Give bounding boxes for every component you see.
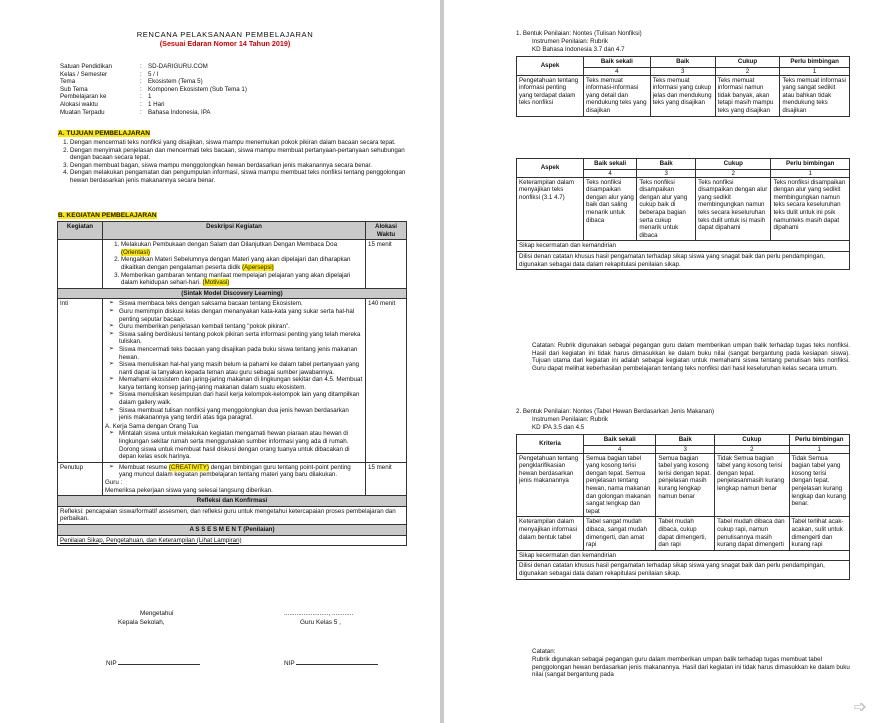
stage-tag: (Apersepsi) bbox=[242, 263, 274, 271]
identity-value: 1 bbox=[148, 93, 152, 101]
goal-item: 1. Dengan mencermati teks nonfiksi yang disajikan, siswa mampu menemukan pokok pikiran dalam bacaan secara tepat. bbox=[70, 139, 418, 147]
nip-kepsek: NIP bbox=[106, 660, 200, 667]
t3-b-header: Baik bbox=[656, 435, 715, 446]
identity-value: 1 Hari bbox=[148, 100, 165, 108]
t3-cell: Tidak Semua bagian tabel yang kosong terisi dengan tepat. penjelasan kurang lengkap dan kurang benar. bbox=[789, 453, 849, 517]
t1-aspek: Pengetahuan tentang informasi penting yang terdapat dalam teks nonfiksi bbox=[517, 75, 584, 116]
identity-key: Alokasi waktu bbox=[60, 100, 98, 108]
guru-text: Memeriksa pekerjaan siswa yang selesai langsung diberikan. bbox=[105, 486, 273, 494]
t2-pb-header: Perlu bimbingan bbox=[771, 159, 850, 170]
t2-cell: Teks nonfiksi disampaikan dengan alur yang baik dan saling menarik untuk dibaca bbox=[584, 177, 637, 241]
identity-key: Pembelajaran ke bbox=[60, 93, 107, 101]
identity-colon: : bbox=[140, 108, 142, 116]
asesmen-text: Penilaian Sikap, Pengetahuan, dan Keterampilan (Lihat Lampiran) bbox=[58, 535, 407, 546]
identity-value: 5 / I bbox=[148, 70, 159, 78]
t3-cell: Tabel sangat mudah dibaca, sangat mudah dimengerti, dan amat rapi bbox=[584, 517, 656, 550]
identity-key: Satuan Pendidikan bbox=[60, 63, 112, 70]
identity-colon: : bbox=[140, 70, 142, 78]
identity-row bbox=[60, 101, 400, 109]
t2-c-header: Cukup bbox=[696, 159, 771, 170]
refleksi-heading: Refleksi dan Konfirmasi bbox=[58, 496, 407, 507]
t3-score: 4 bbox=[584, 445, 656, 453]
t3-sikap-text: Dilisi denan catatan khusus hasil pengamatan terhadap sikap siswa yang snagat baik dan perlu pendampingan, digunakan sebagai data dalam rekapitulasi penilaian sikap. bbox=[517, 561, 850, 579]
b1-kd: KD Bahasa Indonesia 3.7 dan 4.7 bbox=[532, 46, 625, 53]
sign-kepsek: Kepala Sekolah, bbox=[118, 619, 165, 626]
stage-tag: (Orientasi) bbox=[121, 248, 150, 256]
t1-cell: Teks memuat informasi namun tidak banyak, akan tetapi masih mampu teks yang disajikan bbox=[715, 75, 780, 116]
t3-aspek: Keterampilan dalam menyajikan informasi dalam bentuk tabel bbox=[517, 517, 584, 550]
sintak-row: (Sintak Model Discovery Learning) bbox=[58, 288, 407, 299]
catatan-2: Rubrik digunakan sebagai pegangan guru dalam memberikan umpan balik terhadap tugas membuat tabel penggolongan hewan berdasarkan jenis makanannya. Hasil dari kegiatan ini tidak harus dimasukkan ke dalam buku nilai (sangat bergantung pada bbox=[532, 656, 850, 679]
goal-item: 2. Dengan menyimak penjelasan dan mencermati teks bacaan, siswa mampu membuat pertanyaan-pertanyaan sehubungan dengan bacaan secara tepat. bbox=[70, 147, 418, 162]
t1-pb-header: Perlu bimbingan bbox=[780, 57, 850, 68]
col-alokasi: Alokasi Waktu bbox=[366, 222, 407, 240]
t2-cell: Teks nonfiksi disampaikan dengan alur yang cukup baik di beberapa bagian serta cukup menarik untuk dibaca bbox=[637, 177, 696, 241]
t3-cell: Tabel mudah dibaca, cukup dapat dimengerti, dan rapi bbox=[656, 517, 715, 550]
identity-key: Kelas / Semester bbox=[60, 70, 108, 78]
document-page-left bbox=[0, 0, 440, 723]
inti-item: ➢ Guru memimpin diskusi kelas dengan menanyakan kata-kata yang sukar serta hal-hal penting seputar bacaan. bbox=[119, 308, 363, 323]
stage-tag: (Motivasi) bbox=[202, 279, 230, 287]
t2-aspek-header: Aspek bbox=[517, 159, 584, 178]
next-page-arrow-icon[interactable]: ➩ bbox=[853, 699, 867, 716]
t2-sikap-head: Sikap kecermatan dan kemandirian bbox=[517, 241, 850, 252]
b1-title: 1. Bentuk Penilaian: Nontes (Tulisan Nonfiksi) bbox=[516, 30, 642, 37]
inti-item: ➢ Memahami ekosistem dan jaring-jaring makanan di lingkungan sekitar dan 4.5. Membuat karya tentang konsep jaring-jaring makanan dalam suatu ekosistem. bbox=[119, 376, 363, 391]
t3-cell: Tabel mudah dibaca dan cukup rapi, namun penulisannya masih kurang dapat dimengerti bbox=[715, 517, 789, 550]
document-subtitle: (Sesuai Edaran Nomor 14 Tahun 2019) bbox=[159, 39, 291, 48]
sign-place-date: ........................., ............ bbox=[284, 610, 354, 617]
identity-value: SD-DARIGURU.COM bbox=[148, 63, 208, 70]
t2-aspek: Keterampilan dalam menyajikan teks nonfiksi (3.1 4.7) bbox=[517, 177, 584, 241]
penutup-cell: ➢ Membuat resume (CREATIVITY) dengan bimbingan guru tentang point-point penting yang muncul dalam kegiatan pembelajaran tentang materi yang baru dilakukan. Guru : Memeriksa pekerjaan siswa yang selesai langsung diberikan. bbox=[103, 462, 366, 495]
t1-cell: Teks memuat informasi yang sangat sedikit atau bahkan tidak mendukung teks disajikan bbox=[780, 75, 850, 116]
identity-colon: : bbox=[140, 93, 142, 101]
inti-label: Inti bbox=[58, 299, 103, 462]
sign-guru: Guru Kelas 5 , bbox=[300, 619, 341, 626]
inti-item: ➢ Siswa mencermati teks bacaan yang disajikan pada buku siswa tentang jenis makanan hewan. bbox=[119, 346, 363, 361]
t1-cell: Teks memuat informasi-informasi yang detail dan mendukung teks yang disajikan bbox=[584, 75, 651, 116]
penutup-time: 15 menit bbox=[366, 462, 407, 495]
rubric-table-2 bbox=[516, 158, 850, 270]
catatan-2-heading: Catatan: bbox=[532, 648, 556, 655]
identity-colon: : bbox=[140, 85, 142, 93]
identity-value: Ekosistem (Tema 5) bbox=[148, 78, 203, 86]
identity-key: Tema bbox=[60, 78, 76, 86]
guru-label: Guru : bbox=[105, 479, 123, 486]
section-a-heading: A. TUJUAN PEMBELAJARAN bbox=[58, 130, 150, 137]
t3-cell: Semua bagian tabel yang kosong terisi dengan tepat. Semua penjelasan tentang hewan, nama makanan dan golongan makanan sangat lengkap dan tepat bbox=[584, 453, 656, 517]
identity-row bbox=[60, 109, 400, 117]
inti-cell bbox=[103, 299, 366, 462]
t1-aspek-header: Aspek bbox=[517, 57, 584, 76]
goal-item: 4. Dengan melakukan pengamatan dan pengumpulan informasi, siswa mampu membuat teks nonfiksi tentang penggolongan hewan berdasarkan jenis makanannya secara benar. bbox=[70, 169, 418, 184]
refleksi-text: Refleksi: pencapaian siswa/formatif assesmen, dan refleksi guru untuk mengetahui ketercapaian proses pembelajaran dan perbaikan. bbox=[58, 506, 407, 524]
identity-key: Muatan Terpadu bbox=[60, 108, 105, 116]
t3-kriteria-header: Kriteria bbox=[517, 435, 584, 454]
activity-table bbox=[57, 221, 407, 546]
rubric-table-3 bbox=[516, 434, 850, 580]
t3-cell: Tabel terlihat acak-acakan, sulit untuk dimengerti dan kurang rapi bbox=[789, 517, 849, 550]
t1-score: 3 bbox=[650, 67, 715, 75]
asesmen-heading: A S S E S M E N T (Penilaian) bbox=[58, 524, 407, 535]
goals-list bbox=[58, 139, 418, 185]
goal-item: 3. Dengan membuat bagan, siswa mampu menggolongkan hewan berdasarkan jenis makanannya secara benar. bbox=[70, 162, 418, 170]
b2-instrument: Instrumen Penilaian: Rubrik bbox=[532, 416, 609, 423]
t2-score: 2 bbox=[696, 169, 771, 177]
inti-item: ➢ Siswa menuliskan kesimpulan dari hasil kerja kelompok-kelompok lain yang ditampilkan dalam gallery walk. bbox=[119, 391, 363, 406]
pendahuluan-time: 15 menit bbox=[366, 240, 407, 289]
orang-tua-text: ➢ Mintalah siswa untuk melakukan kegiatan mengamati hewan piaraan atau hewan di lingkungan sekitar rumah serta menggunakan sumber informasi yang ada di rumah. Dorong siswa untuk membuat hasil diskusi dengan orang tuanya untuk dibacakan di depan kelas esok harinya. bbox=[119, 430, 363, 460]
identity-key: Sub Tema bbox=[60, 85, 88, 93]
pendahuluan-cell bbox=[103, 240, 366, 289]
identity-value: Komponen Ekosistem (Sub Tema 1) bbox=[148, 85, 247, 93]
penutup-label: Penutup bbox=[58, 462, 103, 495]
t3-bs-header: Baik sekali bbox=[584, 435, 656, 446]
identity-colon: : bbox=[140, 100, 142, 108]
t2-bs-header: Baik sekali bbox=[584, 159, 637, 170]
t3-pb-header: Perlu bimbingan bbox=[789, 435, 849, 446]
col-kegiatan: Kegiatan bbox=[58, 222, 103, 240]
creativity-tag: (CREATIVITY) bbox=[168, 463, 209, 471]
inti-item: ➢ Siswa membuat tulisan nonfiksi yang menggolongkan dua jenis hewan berdasarkan jenis makanannya yang terdiri atas tiga paragraf. bbox=[119, 407, 363, 422]
t1-c-header: Cukup bbox=[715, 57, 780, 68]
t1-score: 4 bbox=[584, 67, 651, 75]
b1-instrument: Instrumen Penilaian: Rubrik bbox=[532, 38, 609, 45]
identity-row bbox=[60, 78, 400, 86]
pendahuluan-item: 3. Memberikan gambaran tentang manfaat mempelajari pelajaran yang akan dipelajari dalam kehidupan sehari-hari. (Motivasi) bbox=[121, 272, 363, 287]
pendahuluan-item: 1. Melakukan Pembukaan dengan Salam dan Dilanjutkan Dengan Membaca Doa (Orientasi) bbox=[121, 241, 363, 256]
t2-cell: Teks nonfiksi disampaikan dengan alur yang sedikit membingungkan namun teks secara keseluruhan teks dulit untuk ini psik namunteks masih dapat dipahami bbox=[771, 177, 850, 241]
inti-item: ➢ Guru memberikan penjelasan kembali tentang "pokok pikiran". bbox=[119, 323, 363, 331]
inti-item: ➢ Siswa saling berdiskusi tentang pokok pikiran serta informasi penting yang telah mereka tuliskan. bbox=[119, 331, 363, 346]
rubric-table-1 bbox=[516, 56, 850, 117]
orang-tua-heading: A. Kerja Sama dengan Orang Tua bbox=[105, 422, 199, 430]
t3-c-header: Cukup bbox=[715, 435, 789, 446]
section-b-heading: B. KEGIATAN PEMBELAJARAN bbox=[58, 212, 157, 219]
t2-cell: Teks nonfiksi disampaikan dengan alur yang sedikit membingungkan namun teks secara keseluruhan teks dulit untuk isi masih dapat dipahami bbox=[696, 177, 771, 241]
t3-aspek: Pengetahuan tentang pengklarifikasian hewan berdasarkan jenis makanannya bbox=[517, 453, 584, 517]
pendahuluan-item: 2. Mengaitkan Materi Sebelumnya dengan Materi yang akan dipelajari dan diharapkan dikaitkan dengan pengalaman peserta didik (Apersepsi) bbox=[121, 256, 363, 271]
t1-bs-header: Baik sekali bbox=[584, 57, 651, 68]
t1-score: 1 bbox=[780, 67, 850, 75]
catatan-1: Catatan: Rubrik digunakan sebagai pegangan guru dalam memberikan umpan balik terhadap tugas teks nonfiksi. Hasil dari kegiatan ini tidak harus dimasukkan ke dalam buku nilai (sangat bergantung pada kesiapan siswa). Tujuan utama dari kegiatan ini adalah sebagai kegiatan untuk memahami siswa tentang penulisan teks nonfiksi. Guru dapat melihat keberhasilan pembelajaran tentang teks nonfiksi dari hasil keseluruhan kelas secara umum. bbox=[532, 342, 850, 372]
b2-title: 2. Bentuk Penilaian: Nontes (Tabel Hewan Berdasarkan Jenis Makanan) bbox=[516, 408, 715, 415]
t3-score: 1 bbox=[789, 445, 849, 453]
identity-block bbox=[60, 63, 400, 116]
document-title: RENCANA PELAKSANAAN PEMBELAJARAN bbox=[136, 30, 314, 39]
t2-score: 1 bbox=[771, 169, 850, 177]
inti-time: 140 menit bbox=[366, 299, 407, 462]
inti-item: ➢ Siswa membaca teks dengan saksama bacaan tentang Ekosistem. bbox=[119, 300, 363, 308]
t3-score: 3 bbox=[656, 445, 715, 453]
col-deskripsi: Deskripsi Kegiatan bbox=[103, 222, 366, 240]
t2-sikap-text: Dilisi denan catatan khusus hasil pengamatan terhadap sikap siswa yang snagat baik dan perlu pendampingan, digunakan sebagai data dalam rekapitulasi penilaian sikap. bbox=[517, 251, 850, 269]
document-page-right bbox=[444, 0, 881, 723]
identity-row bbox=[60, 93, 400, 101]
t2-score: 3 bbox=[637, 169, 696, 177]
nip-guru: NIP bbox=[284, 660, 378, 667]
identity-value: Bahasa Indonesia, IPA bbox=[148, 108, 211, 116]
sign-mengetahui: Mengetahui bbox=[140, 610, 174, 617]
t3-cell: Tidak Semua bagian tabel yang kosong terisi dengan tepat. penjelasanmasih kurang lengkap namun benar bbox=[715, 453, 789, 517]
b2-kd: KD IPA 3.5 dan 4.5 bbox=[532, 424, 585, 431]
t2-b-header: Baik bbox=[637, 159, 696, 170]
t1-score: 2 bbox=[715, 67, 780, 75]
pendahuluan-label-cell bbox=[58, 240, 103, 289]
t3-sikap-head: Sikap kecermatan dan kemandirian bbox=[517, 550, 850, 561]
inti-item: ➢ Siswa menuliskan hal-hal yang masih belum ia pahami ke dalam tabel pertanyaan yang nanti dapat ia tanyakan kepada teman atau guru sebagai sumber jawabannya. bbox=[119, 361, 363, 376]
t3-score: 2 bbox=[715, 445, 789, 453]
identity-colon: : bbox=[140, 78, 142, 86]
t3-cell: Semua bagian tabel yang kosong terisi dengan tepat. penjelasan masih kurang lengkap namun benar bbox=[656, 453, 715, 517]
t2-score: 4 bbox=[584, 169, 637, 177]
identity-row bbox=[60, 63, 400, 71]
t1-cell: Teks memuat informasi yang cukup jelas dan mendukung teks yang disajikan bbox=[650, 75, 715, 116]
identity-row bbox=[60, 86, 400, 94]
t1-b-header: Baik bbox=[650, 57, 715, 68]
identity-row bbox=[60, 71, 400, 79]
identity-colon: : bbox=[140, 63, 142, 70]
